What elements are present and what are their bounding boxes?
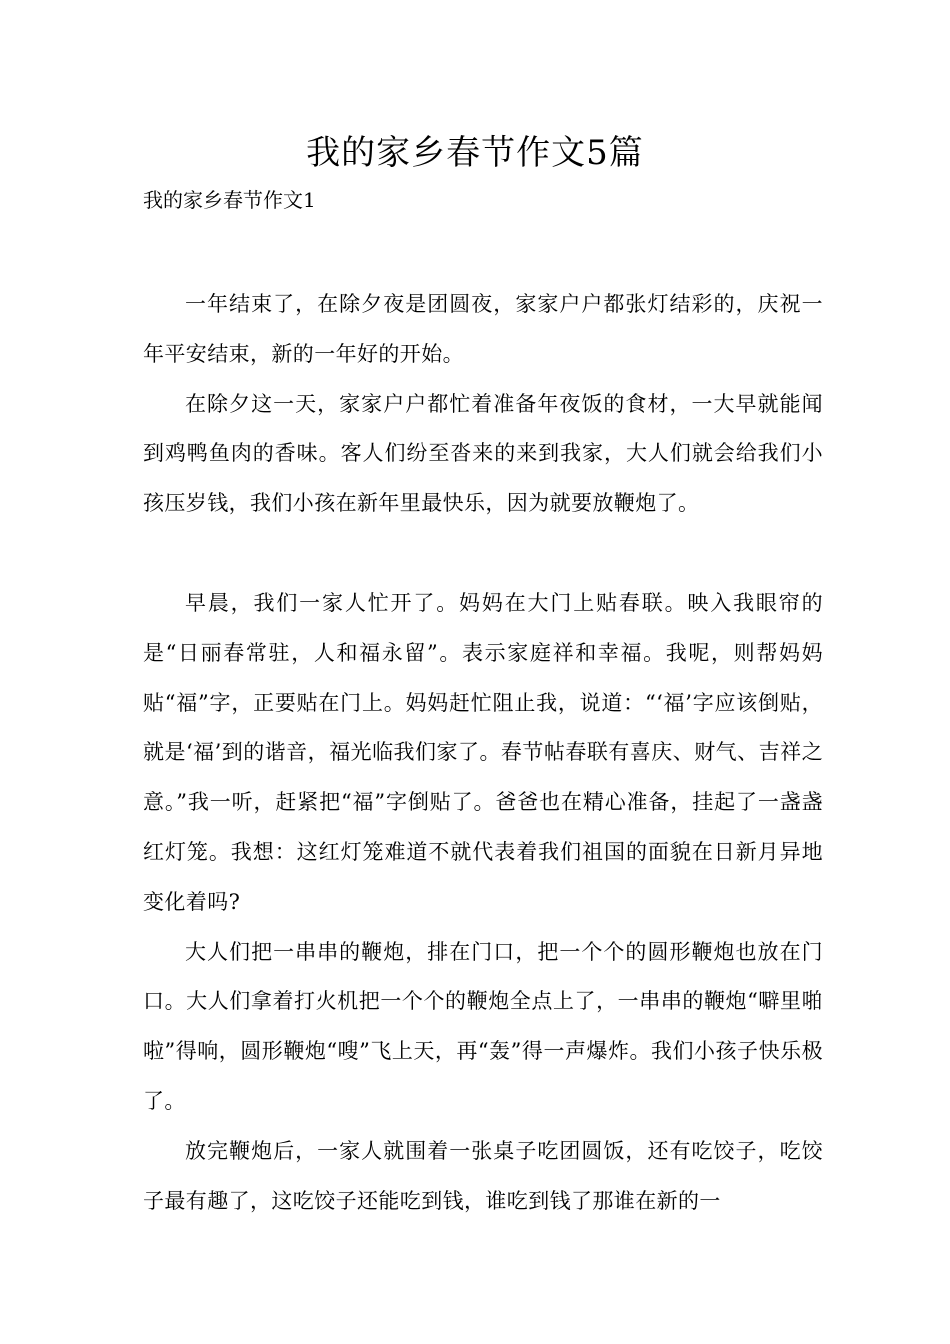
paragraph-spacer [143, 529, 823, 579]
section-subtitle: 我的家乡春节作文1 [143, 188, 316, 212]
paragraph-4: 大人们把一串串的鞭炮，排在门口，把一个个的圆形鞭炮也放在门口。大人们拿着打火机把一个个的鞭炮全点上了，一串串的鞭炮“噼里啪啦”得响，圆形鞭炮“嗖”飞上天，再“轰”得一声爆炸。我们小孩子快乐极了。 [143, 939, 823, 1113]
paragraph-1: 一年结束了，在除夕夜是团圆夜，家家户户都张灯结彩的，庆祝一年平安结束，新的一年好的开始。 [143, 292, 823, 366]
document-title: 我的家乡春节作文5篇 [306, 133, 644, 173]
paragraph-5: 放完鞭炮后，一家人就围着一张桌子吃团圆饭，还有吃饺子，吃饺子最有趣了，这吃饺子还能吃到钱，谁吃到钱了那谁在新的一 [143, 1138, 823, 1213]
paragraph-2: 在除夕这一天，家家户户都忙着准备年夜饭的食材，一大早就能闻到鸡鸭鱼肉的香味。客人们纷至沓来的来到我家，大人们就会给我们小孩压岁钱，我们小孩在新年里最快乐，因为就要放鞭炮了。 [143, 391, 823, 516]
document-body [143, 280, 823, 1226]
paragraph-3: 早晨，我们一家人忙开了。妈妈在大门上贴春联。映入我眼帘的是“日丽春常驻，人和福永留”。表示家庭祥和幸福。我呢，则帮妈妈贴“福”字，正要贴在门上。妈妈赶忙阻止我，说道：“‘福’字应该倒贴，就是‘福’到的谐音，福光临我们家了。春节帖春联有喜庆、财气、吉祥之意。”我一听，赶紧把“福”字倒贴了。爸爸也在精心准备，挂起了一盏盏红灯笼。我想：这红灯笼难道不就代表着我们祖国的面貌在日新月异地变化着吗? [143, 590, 823, 914]
